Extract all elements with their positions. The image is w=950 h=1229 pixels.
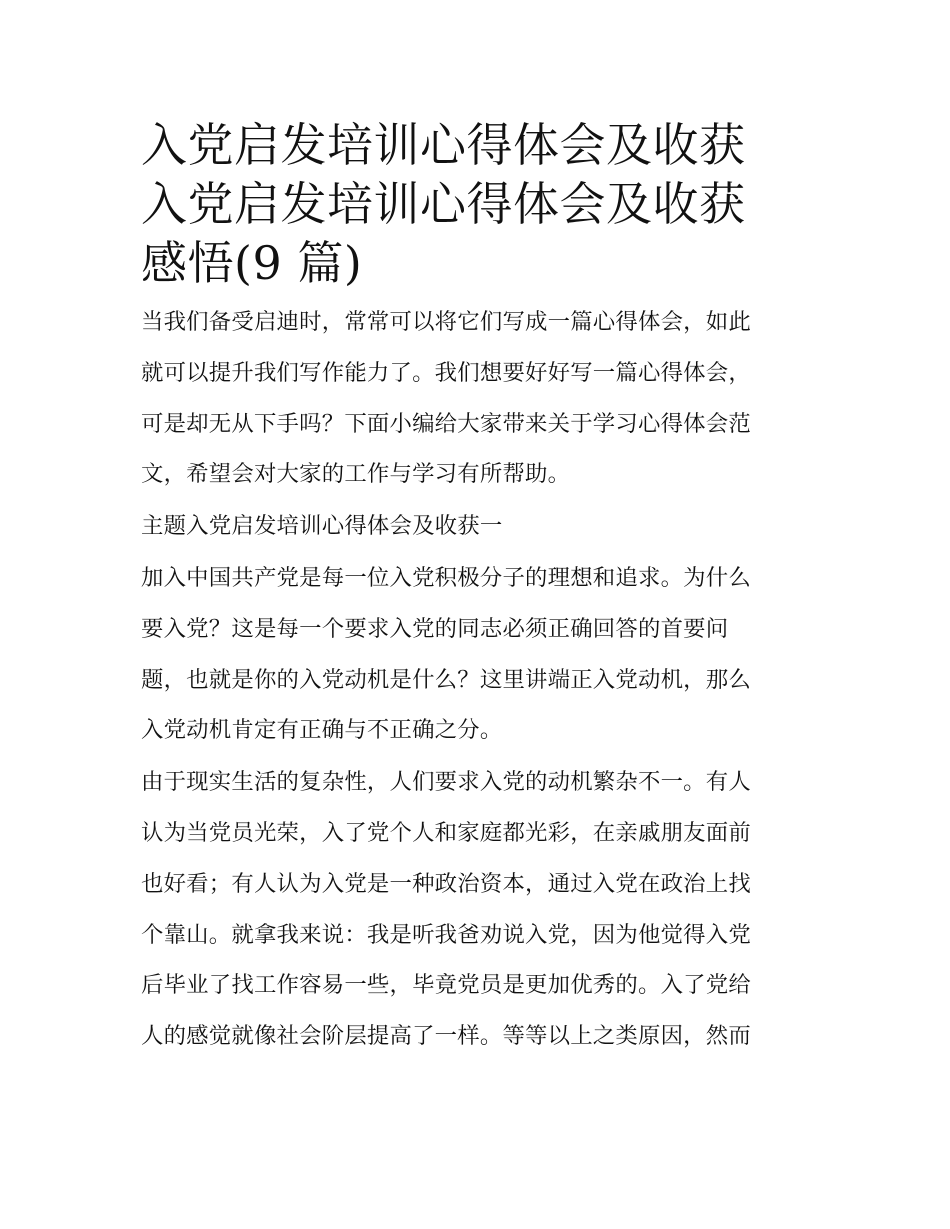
paragraph-line: 后毕业了找工作容易一些，毕竟党员是更加优秀的。入了党给: [141, 972, 751, 999]
section-heading: [141, 501, 813, 552]
paragraph-line: 要入党？这是每一个要求入党的同志必须正确回答的首要问: [141, 615, 729, 642]
paragraph-line: 个靠山。就拿我来说：我是听我爸劝说入党，因为他觉得入党: [141, 921, 751, 948]
document-title: [141, 116, 813, 293]
paragraph-line: 人的感觉就像社会阶层提高了一样。等等以上之类原因，然而: [141, 1023, 751, 1050]
paragraph-line: 入党动机肯定有正确与不正确之分。: [141, 717, 503, 744]
paragraph-line: 主题入党启发培训心得体会及收获一: [141, 513, 503, 540]
document-body: [141, 116, 813, 1062]
title-line: 入党启发培训心得体会及收获: [141, 177, 746, 231]
paragraph-line: 题，也就是你的入党动机是什么？这里讲端正入党动机，那么: [141, 666, 751, 693]
body-paragraph: [141, 553, 813, 756]
body-paragraph: [141, 757, 813, 1062]
paragraph-line: 认为当党员光荣，入了党个人和家庭都光彩，在亲戚朋友面前: [141, 819, 751, 846]
title-line: 感悟(9 篇): [141, 236, 363, 290]
paragraph-line: 加入中国共产党是每一位入党积极分子的理想和追求。为什么: [141, 564, 751, 591]
paragraph-line: 文，希望会对大家的工作与学习有所帮助。: [141, 461, 571, 488]
paragraph-line: 也好看；有人认为入党是一种政治资本，通过入党在政治上找: [141, 870, 751, 897]
paragraph-line: 可是却无从下手吗？下面小编给大家带来关于学习心得体会范: [141, 410, 751, 437]
title-line: 入党启发培训心得体会及收获: [141, 118, 746, 172]
paragraph-line: 当我们备受启迪时，常常可以将它们写成一篇心得体会，如此: [141, 309, 751, 335]
paragraph-line: 由于现实生活的复杂性，人们要求入党的动机繁杂不一。有人: [141, 769, 751, 796]
intro-paragraph: [141, 297, 813, 500]
paragraph-line: 就可以提升我们写作能力了。我们想要好好写一篇心得体会，: [141, 359, 751, 386]
